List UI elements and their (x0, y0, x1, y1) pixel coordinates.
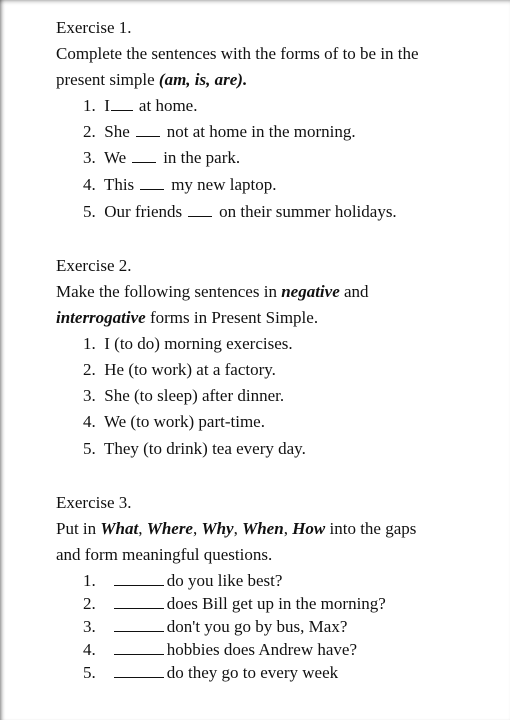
exercise-1-instruction: Complete the sentences with the forms of to be in the (56, 44, 419, 63)
item-text-after: on their summer holidays. (219, 202, 397, 221)
item-number: 4. (83, 175, 96, 194)
answer-blank (114, 572, 164, 586)
item-text-before: Our friends (104, 202, 183, 221)
item-text: do they go to every week (166, 663, 339, 682)
item-text-before: She (104, 122, 130, 141)
keyword-negative: negative (281, 282, 340, 301)
exercise-2-item (83, 361, 276, 378)
exercise-2-item (83, 335, 293, 352)
item-number: 4. (83, 640, 96, 659)
exercise-3-instruction-cont: and form meaningful questions. (56, 545, 273, 564)
keyword-where: Where (146, 519, 193, 538)
item-text-before: This (103, 175, 135, 194)
exercise-2-instruction (56, 283, 369, 300)
item-number: 2. (83, 360, 96, 379)
instruction-text: Make the following sentences in (56, 282, 282, 301)
exercise-3-item (83, 641, 357, 658)
exercise-2-item (83, 387, 284, 404)
item-text-after: at home. (138, 96, 198, 115)
keyword-what: What (100, 519, 139, 538)
exercise-2-title: Exercise 2. (56, 256, 132, 275)
instruction-text: forms in Present Simple. (145, 308, 319, 327)
answer-blank (136, 123, 160, 137)
verb-forms-hint: (am, is, are). (158, 70, 248, 89)
keyword-why: Why (201, 519, 234, 538)
item-number: 3. (83, 386, 96, 405)
item-number: 3. (83, 148, 96, 167)
answer-blank (132, 149, 156, 163)
item-number: 5. (83, 202, 96, 221)
item-text: I (to do) morning exercises. (104, 334, 293, 353)
separator: , (192, 519, 202, 538)
item-number: 5. (83, 439, 96, 458)
exercise-3-instruction (56, 520, 416, 537)
answer-blank (188, 203, 212, 217)
item-text-after: in the park. (163, 148, 241, 167)
answer-blank (140, 176, 164, 190)
item-text: hobbies does Andrew have? (166, 640, 358, 659)
exercise-3-item (83, 618, 347, 635)
exercise-2-item (83, 440, 306, 457)
exercise-3-item (83, 664, 338, 681)
item-number: 4. (83, 412, 96, 431)
instruction-text: and (339, 282, 369, 301)
item-number: 1. (83, 571, 96, 590)
exercise-1-instruction-cont (56, 71, 247, 88)
item-number: 2. (83, 122, 96, 141)
exercise-3-item (83, 572, 282, 589)
exercise-1-item (83, 97, 197, 114)
answer-blank (114, 618, 164, 632)
answer-blank (114, 664, 164, 678)
exercise-1-title: Exercise 1. (56, 18, 132, 37)
item-text: They (to drink) tea every day. (103, 439, 306, 458)
item-number: 5. (83, 663, 96, 682)
exercise-2-instruction-cont (56, 309, 318, 326)
item-text: don't you go by bus, Max? (166, 617, 348, 636)
keyword-how: How (292, 519, 326, 538)
item-number: 3. (83, 617, 96, 636)
item-text: We (to work) part-time. (103, 412, 265, 431)
instruction-text: present simple (56, 70, 159, 89)
item-text-after: not at home in the morning. (166, 122, 356, 141)
separator: , (233, 519, 243, 538)
item-text: He (to work) at a factory. (104, 360, 276, 379)
separator: , (283, 519, 293, 538)
answer-blank (114, 595, 164, 609)
exercise-1-item (83, 149, 240, 166)
item-number: 2. (83, 594, 96, 613)
item-number: 1. (83, 334, 96, 353)
instruction-text: into the gaps (325, 519, 417, 538)
item-text-before: I (104, 96, 110, 115)
exercise-3-item (83, 595, 386, 612)
item-text: does Bill get up in the morning? (166, 594, 386, 613)
keyword-when: When (242, 519, 284, 538)
item-text-after: my new laptop. (171, 175, 277, 194)
item-number: 1. (83, 96, 96, 115)
instruction-text: Put in (56, 519, 101, 538)
exercise-1-item (83, 123, 356, 140)
item-text: do you like best? (166, 571, 283, 590)
exercise-2-item (83, 413, 265, 430)
item-text-before: We (103, 148, 127, 167)
answer-blank (114, 641, 164, 655)
exercise-1-item (83, 176, 276, 193)
separator: , (138, 519, 147, 538)
item-text: She (to sleep) after dinner. (104, 386, 285, 405)
exercise-3-title: Exercise 3. (56, 493, 132, 512)
exercise-1-item (83, 203, 397, 220)
answer-blank (111, 97, 133, 111)
keyword-interrogative: interrogative (56, 308, 146, 327)
